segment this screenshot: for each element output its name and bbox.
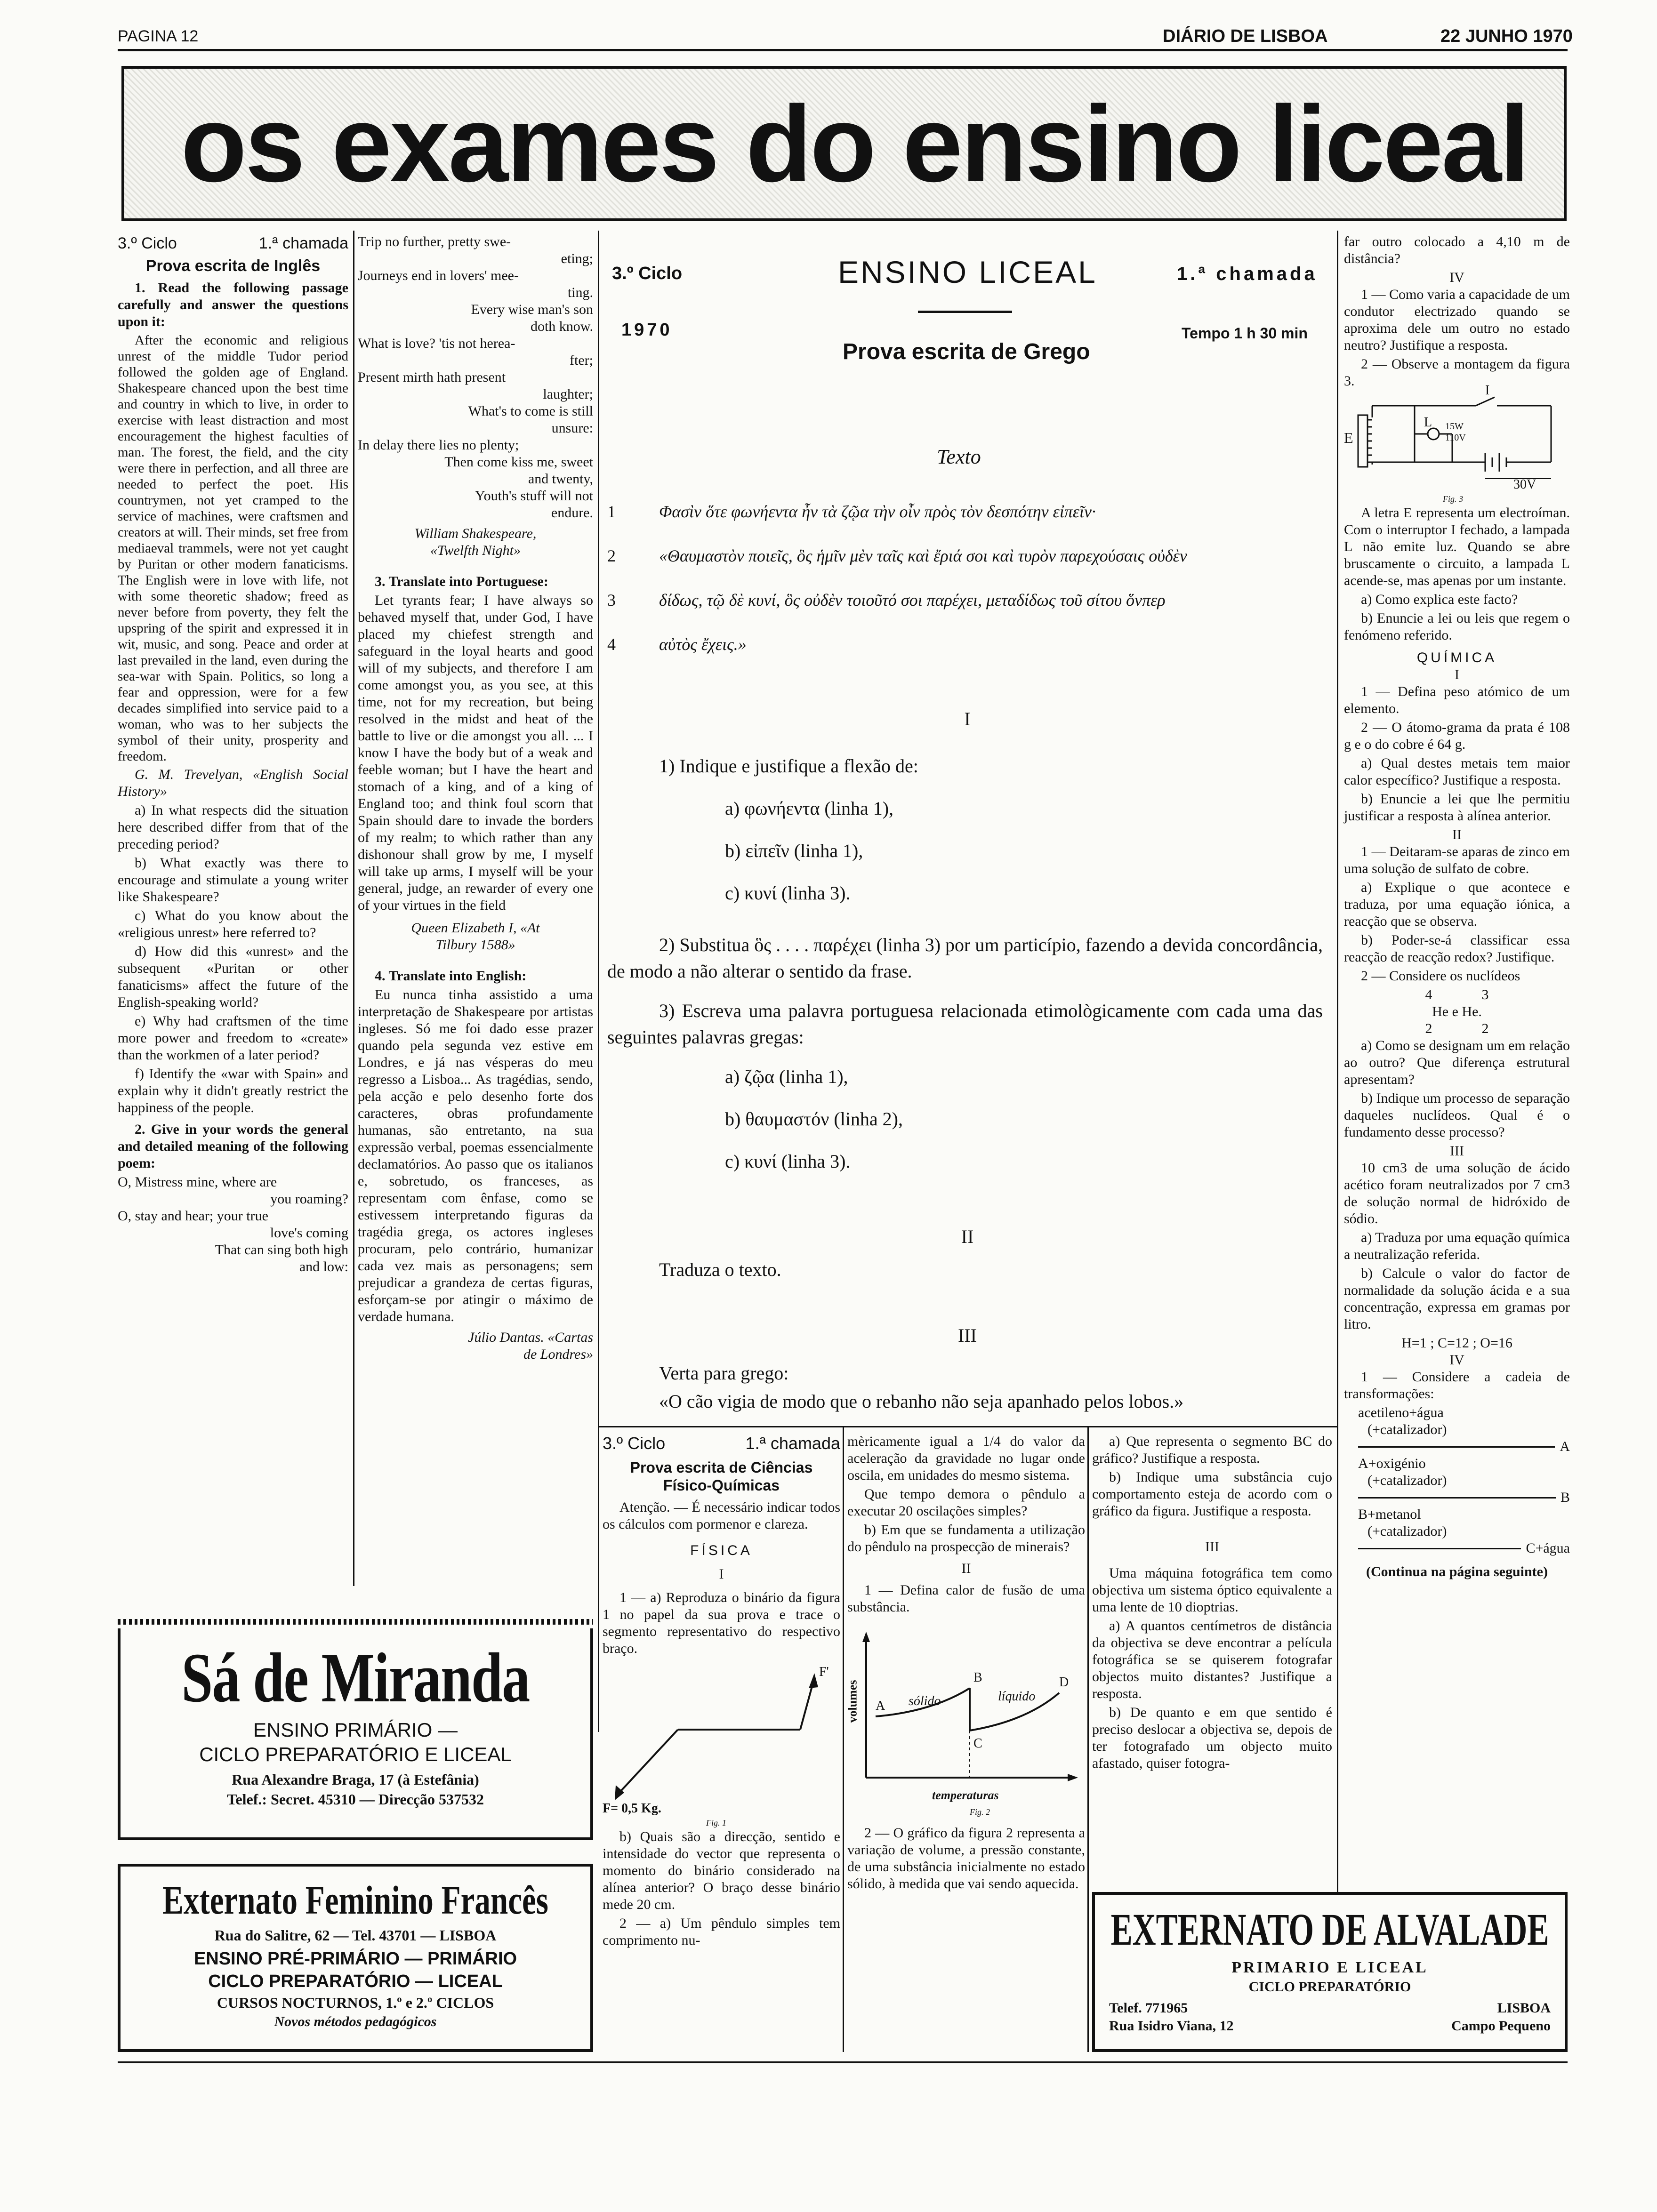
quimica-section-iii: III — [1450, 1143, 1464, 1159]
chain-step: acetileno+água — [1358, 1405, 1444, 1420]
greek-cycle: 3.º Ciclo — [612, 264, 683, 283]
ad3-address: Rua Isidro Viana, 12 — [1109, 2018, 1234, 2034]
chain-product: C+água — [1526, 1540, 1570, 1556]
question-1a: a) In what respects did the situation here described differ from that of the preceding period? — [118, 802, 348, 852]
poem-line: unsure: — [551, 420, 593, 436]
chem-zinc-b: b) Poder-se-á classificar essa reacção de reacção redox? Justifique. — [1344, 932, 1570, 965]
col6-law: b) Enuncie a lei ou leis que regem o fenómeno referido. — [1344, 610, 1570, 643]
fq-q1b: b) Quais são a direcção, sentido e intensidade do vector que representa o momento do binário considerado na alínea anterior? O braço desse binário mede 20 cm. — [603, 1829, 840, 1912]
poem-author: William Shakespeare, — [414, 526, 537, 541]
greek-q3: 3) Escreva uma palavra portuguesa relacionada etimològicamente com cada uma das seguintes palavras gregas: — [607, 1000, 1323, 1048]
fig2-caption: Fig. 2 — [970, 1807, 990, 1817]
chem-nuclides-a: a) Como se designam um em relação ao outro? Que diferença estrutural apresentam? — [1344, 1038, 1570, 1087]
fq-attention: Atenção. — É necessário indicar todos os cálculos com pormenor e clareza. — [603, 1499, 840, 1532]
chem-nuclides: 2 — Considere os nuclídeos — [1361, 968, 1520, 984]
fig2-point-a: A — [876, 1699, 885, 1713]
poem-start — [118, 1174, 348, 1275]
fig2-liquid: líquido — [998, 1689, 1036, 1704]
ad3-phone: Telef. 771965 — [1109, 2000, 1188, 2016]
header-rule — [118, 49, 1568, 51]
fq-q2a: 2 — a) Um pêndulo simples tem comprimento nu- — [603, 1915, 840, 1948]
transformation-chain — [1344, 1404, 1570, 1557]
question-1b: b) What exactly was there to encourage and stimulate a young writer like Shakespeare? — [118, 855, 348, 905]
chain-catalyst: (+catalizador) — [1367, 1473, 1447, 1488]
ad1-phone: Telef.: Secret. 45310 — Direcção 537532 — [227, 1791, 484, 1808]
chem-zinc: 1 — Deitaram-se aparas de zinco em uma solução de sulfato de cobre. — [1344, 844, 1570, 876]
ad3-area: Campo Pequeno — [1451, 2018, 1551, 2034]
ad2-name: Externato Feminino Francês — [162, 1877, 548, 1923]
footer-rule — [118, 2061, 1568, 2063]
speech-work: Tilbury 1588» — [435, 937, 515, 953]
passage: After the economic and religious unrest of the middle Tudor period followed the golden age of England. Shakespeare chanced upon the best time and country in which to live, in order to exercise with least distraction and most encouragement the highest faculties of man. The forest, the field, and the city were there in perfection, and all three are needed to perfect the poet. His countrymen, not yet cramped to the service of machines, were craftsmen and creators at will. Their minds, set free from mediaeval trammels, were not yet caught by Puritan or other modern fanaticisms. The English were in love with life, not with some theoretic shadow; freed as never before from poverty, they felt the upspring of the spirit and expressed it in wit, music, and song. Peace and order at last prevailed in the land, even during the sea-war with Spain. Politics, so long a fear and oppression, were for a few decades simplified into service paid to a woman, who was to her subjects the symbol of their unity, prosperity and freedom. — [118, 333, 348, 764]
fig2-point-c: C — [973, 1736, 982, 1751]
fisica-heading: FÍSICA — [690, 1543, 753, 1558]
ad2-address: Rua do Salitre, 62 — Tel. 43701 — LISBOA — [214, 1927, 497, 1944]
fq-title: Prova escrita de Ciências Físico-Químicas — [630, 1459, 813, 1494]
fq-substance-question: b) Indique uma substância cujo comportamento esteja de acordo com o gráfico da figura. Justifique a resposta. — [1092, 1469, 1332, 1519]
fq-fusion: 1 — Defina calor de fusão de uma substância. — [847, 1582, 1085, 1615]
chain-catalyst: (+catalizador) — [1367, 1523, 1447, 1539]
question-1: 1. Read the following passage carefully and answer the questions upon it: — [118, 280, 348, 329]
banner — [121, 66, 1567, 221]
ad3-line2: CICLO PREPARATÓRIO — [1248, 1979, 1411, 1995]
poem-line: laughter; — [543, 386, 593, 402]
chem-q1: 1 — Defina peso atómico de um elemento. — [1344, 684, 1570, 716]
greek-q5: Verta para grego: — [659, 1362, 789, 1384]
greek-call: 1.ª chamada — [1177, 264, 1318, 284]
poem-line: you roaming? — [270, 1191, 348, 1207]
english-column-2 — [358, 233, 593, 1617]
ad-externato-alvalade — [1092, 1892, 1568, 2052]
fq-column-1 — [603, 1433, 840, 2050]
greek-q6: «O cão vigia de modo que o rebanho não seja apanhado pelos lobos.» — [659, 1391, 1184, 1412]
greek-subtitle: Prova escrita de Grego — [843, 339, 1090, 364]
question-2: 2. Give in your words the general and detailed meaning of the following poem: — [118, 1122, 348, 1171]
ad1-name: Sá de Miranda — [181, 1639, 530, 1717]
col6-observe: 2 — Observe a montagem da figura 3. — [1344, 356, 1570, 389]
chem-acetic-a: a) Traduza por uma equação química a neutralização referida. — [1344, 1230, 1570, 1262]
fig3-switch-label: I — [1485, 383, 1490, 398]
question-1e: e) Why had craftsmen of the time more power and freedom to «create» than the workmen of a later period? — [118, 1013, 348, 1063]
greek-section-ii: II — [961, 1226, 974, 1247]
cycle-label: 3.º Ciclo — [118, 234, 177, 252]
ad2-line4: Novos métodos pedagógicos — [274, 2014, 437, 2029]
greek-q1: 1) Indique e justifique a flexão de: — [659, 755, 918, 777]
greek-line: 4 αὐτὸς ἔχεις.» — [607, 635, 747, 654]
greek-q1c: c) κυνί (linha 3). — [725, 882, 851, 904]
greek-section-iii: III — [958, 1325, 977, 1346]
fq-q1a: 1 — a) Reproduza o binário da figura 1 no papel da sua prova e trace o segmento representativo do respectivo braço. — [603, 1590, 840, 1656]
fq-section-i: I — [719, 1566, 724, 1582]
nuclide-symbols: He e He. — [1432, 1004, 1482, 1019]
figure-3 — [1344, 383, 1570, 505]
poem-line: fter; — [570, 353, 593, 368]
atomic-masses: H=1 ; C=12 ; O=16 — [1401, 1335, 1512, 1351]
continued-note: (Continua na página seguinte) — [1366, 1564, 1548, 1579]
quimica-section-iv: IV — [1449, 1352, 1464, 1368]
greek-text — [607, 489, 1327, 666]
greek-header: ENSINO LICEAL — [838, 255, 1097, 289]
greek-q2: 2) Substitua ὃς . . . . παρέχει (linha 3) por um particípio, fazendo a devida concordância, de modo a não alterar o sentido da frase. — [607, 934, 1323, 982]
fig3-electromagnet-label: E — [1344, 429, 1353, 446]
poem-line: Youth's stuff will not — [475, 488, 593, 504]
greek-q3b: b) θαυμαστόν (linha 2), — [725, 1108, 903, 1130]
fq-camera-b: b) De quanto e em que sentido é preciso deslocar a objectiva se, depois de ter fotografado um objecto muito afastado, quiser fotogra- — [1092, 1705, 1332, 1771]
fq-column-4 — [1344, 233, 1570, 1890]
ad2-line1: ENSINO PRÉ-PRIMÁRIO — PRIMÁRIO — [193, 1949, 517, 1969]
ad2-line3: CURSOS NOCTURNOS, 1.º e 2.º CICLOS — [217, 1994, 494, 2011]
poem-line: O, stay and hear; your true — [118, 1208, 268, 1224]
ad3-line1: PRIMARIO E LICEAL — [1231, 1959, 1428, 1976]
poem-line: Present mirth hath present — [358, 369, 506, 385]
fq-cycle: 3.º Ciclo — [603, 1434, 666, 1453]
greek-line: 2 «Θαυμαστὸν ποιεῖς, ὃς ἡμῖν μὲν ταῖς καὶ ἔριά σοι καὶ τυρὸν παρεχούσαις οὐδὲν — [607, 546, 1187, 565]
nuclide-atomic-numbers: 2 2 — [1425, 1021, 1489, 1036]
fig3-voltage: 110V — [1445, 433, 1466, 443]
poem-line: endure. — [551, 505, 593, 521]
page-number: PAGINA 12 — [118, 27, 199, 45]
poem-line: That can sing both high — [215, 1242, 348, 1258]
poem-line: ting. — [567, 285, 593, 300]
poem-line: What is love? 'tis not herea- — [358, 336, 515, 351]
banner-title: os exames do ensino liceal — [181, 83, 1528, 204]
ad1-address: Rua Alexandre Braga, 17 (à Estefânia) — [232, 1771, 479, 1788]
chain-catalyst: (+catalizador) — [1367, 1422, 1447, 1437]
fq-section-ii: II — [961, 1561, 971, 1576]
fq-camera-a: a) A quantos centímetros de distância da objectiva se deve encontrar a película fotográfica se se quiserem fotografar objectos muito distantes? Justifique a resposta. — [1092, 1618, 1332, 1701]
greek-line: 3 δίδως, τῷ δὲ κυνί, ὃς οὐδὲν τοιοῦτό σοι παρέχει, μεταδίδως τοῦ σίτου ὅνπερ — [607, 591, 1166, 609]
col6-electromagnet: A letra E representa um electroíman. Com o interruptor I fechado, a lampada L não emite luz. Quando se abre bruscamente o circuito, a lampada L acende-se, mas apenas por um instante. — [1344, 505, 1570, 588]
fig2-point-b: B — [973, 1670, 982, 1685]
fig3-caption: Fig. 3 — [1443, 494, 1463, 504]
fq-pendulum-time: Que tempo demora o pêndulo a executar 20 oscilações simples? — [847, 1486, 1085, 1519]
pt-source-work: de Londres» — [523, 1346, 593, 1362]
col6-continued: far outro colocado a 4,10 m de distância? — [1344, 234, 1570, 266]
poem-line: O, Mistress mine, where are — [118, 1174, 277, 1190]
fig1-force-value: F= 0,5 Kg. — [603, 1801, 661, 1816]
greek-line: 1 Φασὶν ὅτε φωνήεντα ἦν τὰ ζῷα τὴν οἶν πρὸς τὸν δεσπότην εἰπεῖν· — [607, 502, 1096, 521]
ad1-line2: CICLO PREPARATÓRIO E LICEAL — [199, 1743, 512, 1765]
passage-source: G. M. Trevelyan, «English Social History» — [118, 767, 348, 799]
fq-section-iii: III — [1205, 1539, 1219, 1555]
ad-sa-de-miranda — [118, 1628, 593, 1840]
question-1d: d) How did this «unrest» and the subsequent «Puritan or other fanaticisms» affect the future of the English-speaking world? — [118, 944, 348, 1010]
poem-line: eting; — [561, 251, 593, 266]
ad2-line2: CICLO PREPARATÓRIO — LICEAL — [208, 1972, 503, 1991]
speech-text: Let tyrants fear; I have always so behaved myself that, under God, I have placed my chiefest strength and safeguard in the loyal hearts and good will of my subjects, and therefore I am come amongst you, as you see, at this time, not for my recreation, but being resolved in the midst and heat of the battle to live or die amongst you all. ... I know I have the body but of a weak and feeble woman; but I have the heart and stomach of a king, and of a king of England too; and think foul scorn that Spain should dare to invade the borders of my realm; to which rather than any dishonour shall grow by me, I myself will take up arms, I myself will be your general, judge, an rewarder of every one of your virtues in the field — [358, 593, 593, 913]
binary-diagram — [603, 1659, 838, 1819]
figure-1 — [603, 1659, 840, 1828]
greek-exam — [607, 245, 1327, 1421]
fq-graph-text: 2 — O gráfico da figura 2 representa a variação de volume, a pressão constante, de uma substância inicialmente no estado sólido, à medida que vai sendo aquecida. — [847, 1825, 1085, 1891]
fig2-x-label: temperaturas — [932, 1788, 999, 1802]
fq-bc-question: a) Que representa o segmento BC do gráfico? Justifique a resposta. — [1092, 1434, 1332, 1466]
poem-line: love's coming — [270, 1225, 348, 1241]
chain-product: B — [1560, 1490, 1570, 1505]
poem-work: «Twelfth Night» — [430, 543, 521, 558]
ad3-name: EXTERNATO DE ALVALADE — [1110, 1904, 1549, 1955]
col6-explain: a) Como explica este facto? — [1361, 592, 1518, 607]
col6-capacity: 1 — Como varia a capacidade de um condutor electrizado quando se aproxima dele um outro no estado neutro? Justifique a resposta. — [1344, 287, 1570, 353]
chain-step: A+oxigénio — [1358, 1456, 1426, 1471]
fig3-battery-label: 30V — [1513, 477, 1536, 492]
greek-time: Tempo 1 h 30 min — [1182, 325, 1308, 342]
english-column-1 — [118, 233, 348, 1617]
question-1f: f) Identify the «war with Spain» and explain why it didn't greatly restrict the happiness of the people. — [118, 1066, 348, 1115]
poem-line: Every wise man's son — [471, 302, 593, 317]
poem-line: Then come kiss me, sweet — [444, 454, 593, 470]
fig3-watt: 15W — [1445, 421, 1464, 432]
greek-q1b: b) εἰπεῖν (linha 1), — [725, 840, 863, 861]
fq-pendulum-b: b) Em que se fundamenta a utilização do pêndulo na prospecção de minerais? — [847, 1522, 1085, 1555]
quimica-heading: QUÍMICA — [1416, 650, 1497, 665]
fq-pendulum-text: mèricamente igual a 1/4 do valor da aceleração da gravidade no lugar onde oscila, em unidades do mesmo sistema. — [847, 1434, 1085, 1483]
fig2-y-label: volumes — [845, 1680, 860, 1723]
fig2-point-d: D — [1059, 1675, 1069, 1690]
speech-author: Queen Elizabeth I, «At — [411, 920, 540, 936]
poem-line: doth know. — [530, 319, 593, 334]
chem-q2: 2 — O átomo-grama da prata é 108 g e o do cobre é 64 g. — [1344, 720, 1570, 752]
fq-column-2 — [847, 1433, 1085, 2050]
chem-q2b: b) Enuncie a lei que lhe permitiu justificar a resposta à alínea anterior. — [1344, 791, 1570, 824]
exam-title: Prova escrita de Inglês — [145, 257, 321, 275]
fig1-force-label: F' — [819, 1665, 829, 1679]
ad1-line1: ENSINO PRIMÁRIO — — [253, 1719, 458, 1741]
texto-heading: Texto — [937, 445, 981, 468]
fig2-solid: sólido — [909, 1694, 941, 1708]
poem-line: and low: — [299, 1259, 348, 1274]
question-3: 3. Translate into Portuguese: — [375, 574, 548, 589]
poem-line: and twenty, — [528, 471, 593, 487]
call-label: 1.ª chamada — [258, 234, 348, 252]
poem-line: In delay there lies no plenty; — [358, 437, 519, 453]
question-4: 4. Translate into English: — [375, 968, 527, 984]
chain-product: A — [1560, 1439, 1570, 1454]
newspaper-name: DIÁRIO DE LISBOA — [1163, 26, 1328, 46]
greek-q3c: c) κυνί (linha 3). — [725, 1151, 851, 1172]
greek-q4: Traduza o texto. — [659, 1259, 781, 1280]
quimica-section-i: I — [1455, 667, 1459, 682]
chem-nuclides-b: b) Indique um processo de separação daqueles nuclídeos. Qual é o fundamento desse processo? — [1344, 1090, 1570, 1140]
greek-q1a: a) φωνήεντα (linha 1), — [725, 798, 894, 819]
greek-q3a: a) ζῷα (linha 1), — [725, 1066, 848, 1087]
quimica-section-ii: II — [1452, 827, 1462, 842]
fq-camera: Uma máquina fotográfica tem como objectiva um sistema óptico equivalente a uma lente de 10 dioptrias. — [1092, 1565, 1332, 1615]
col6-section-iv: IV — [1449, 270, 1464, 285]
chem-chain: 1 — Considere a cadeia de transformações: — [1344, 1369, 1570, 1402]
chem-acetic-b: b) Calcule o valor do factor de normalidade da solução ácida e a sua concentração, expressa em gramas por litro. — [1344, 1266, 1570, 1332]
greek-year: 1970 — [621, 320, 673, 340]
poem-line: What's to come is still — [468, 403, 593, 419]
poem-line: Trip no further, pretty swe- — [358, 234, 511, 249]
greek-section-i: I — [964, 708, 971, 729]
chem-acetic: 10 cm3 de uma solução de ácido acético foram neutralizados por 7 cm3 de solução normal de hidróxido de sódio. — [1344, 1160, 1570, 1226]
pt-source-author: Júlio Dantas. «Cartas — [468, 1330, 593, 1345]
fig3-lamp-label: L — [1424, 415, 1432, 430]
chem-zinc-a: a) Explique o que acontece e traduza, por uma equação iónica, a reacção que se observa. — [1344, 880, 1570, 929]
poem-continued — [358, 233, 593, 521]
fig1-caption: Fig. 1 — [706, 1818, 726, 1827]
chem-q2a: a) Qual destes metais tem maior calor específico? Justifique a resposta. — [1344, 755, 1570, 788]
nuclide-mass-numbers: 4 3 — [1425, 987, 1489, 1002]
question-1c: c) What do you know about the «religious unrest» here referred to? — [118, 908, 348, 940]
chain-step: B+metanol — [1358, 1507, 1421, 1522]
ad3-city: LISBOA — [1497, 2000, 1551, 2016]
poem-line: Journeys end in lovers' mee- — [358, 268, 519, 283]
ad-externato-feminino — [118, 1864, 593, 2052]
portuguese-text: Eu nunca tinha assistido a uma interpretação de Shakespeare por artistas ingleses. Só me foi dado esse prazer quando pela segunda vez estive em Londres, e já nas vésperas do meu regresso a Lisboa... As tragédias, sendo, pela acção e pelo desenho forte dos caracteres, obras profundamente humanas, são entretanto, na sua expressão verbal, poemas essencialmente declamatórios. Ao passo que os italianos e, sobretudo, os franceses, as representam com ênfase, como se estivessem interpretando figuras da tragédia grega, os actores ingleses procuram, pelo contrário, humanizar cada vez mais as personagens; sem prejudicar a grandeza de certas figuras, esforçam-se por atingir o máximo de verdade humana. — [358, 987, 593, 1324]
fq-call: 1.ª chamada — [745, 1434, 840, 1453]
issue-date: 22 JUNHO 1970 — [1440, 26, 1573, 46]
figure-2 — [847, 1618, 1085, 1825]
